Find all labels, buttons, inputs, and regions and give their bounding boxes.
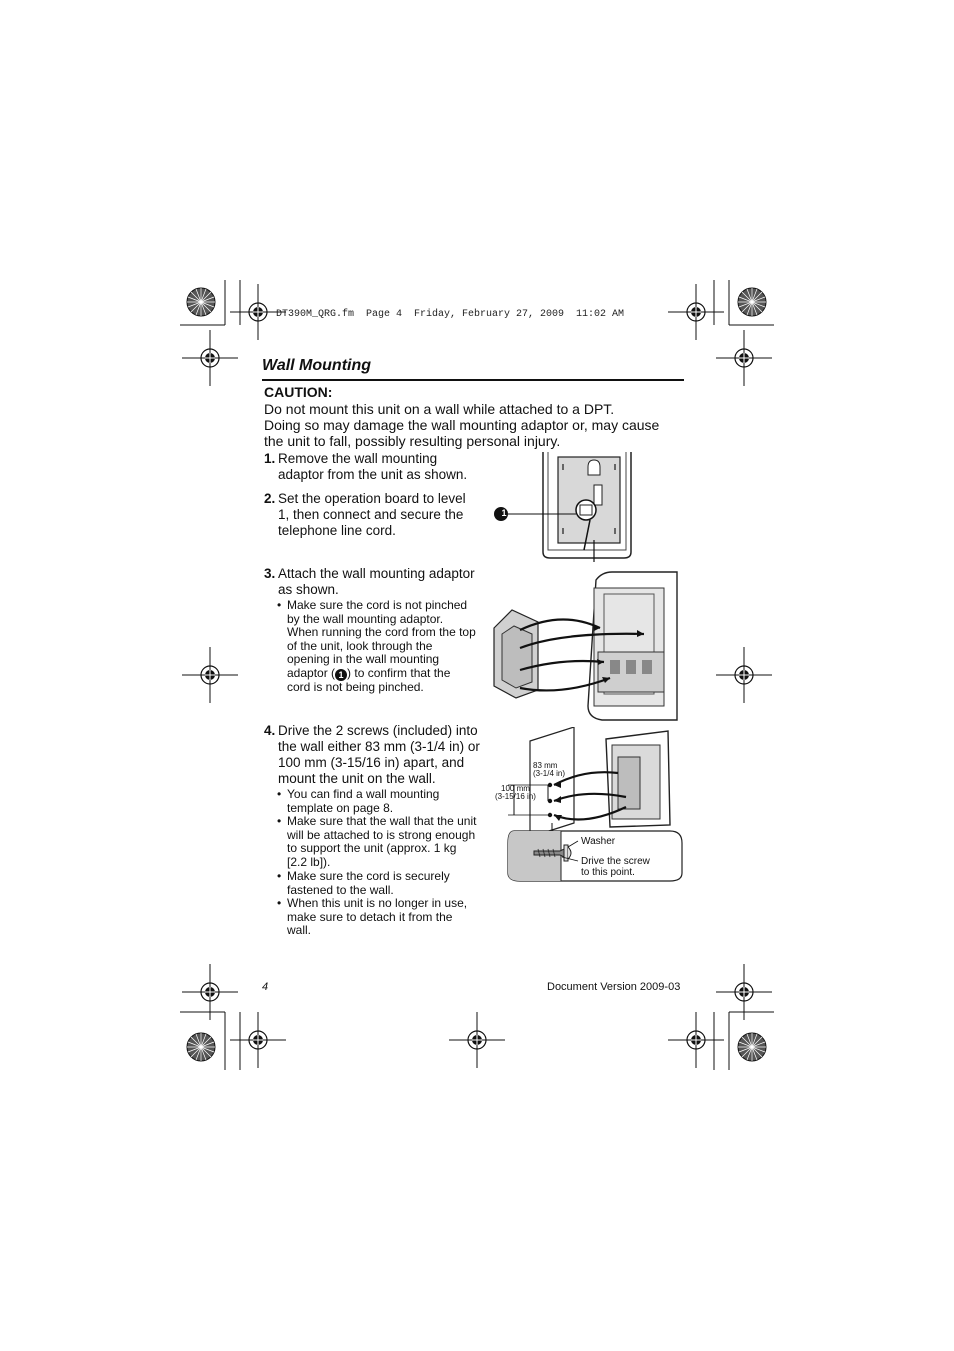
dim-100-label: 100 mm xyxy=(501,784,530,793)
dim-83-inch-label: (3-1/4 in) xyxy=(533,769,566,778)
document-version: Document Version 2009-03 xyxy=(547,981,681,993)
drive-screw-label: Drive the screw to this point. xyxy=(581,856,650,878)
adaptor-attach-figure xyxy=(492,570,682,722)
dim-83-label: 83 mm xyxy=(533,761,558,770)
file-header: DT390M_QRG.fm Page 4 Friday, February 27, 2009 11:02 AM xyxy=(276,309,625,320)
dim-100-inch-label: (3-15/16 in) xyxy=(495,792,536,801)
step-2: 2. Set the operation board to level 1, then connect and secure the telephone line cord. xyxy=(264,491,466,538)
page-title: Wall Mounting xyxy=(262,357,372,374)
title-rule xyxy=(262,379,684,381)
page-number: 4 xyxy=(262,981,269,993)
figure-1-callout-label: 1 xyxy=(501,508,507,518)
caution-heading: CAUTION: xyxy=(264,384,333,400)
caution-text: Do not mount this unit on a wall while attached to a DPT. Doing so may damage the wall mounting adaptor or, may cause the unit to fall, possibly resulting personal injury. xyxy=(264,401,660,449)
step-1: 1. Remove the wall mounting adaptor from the unit as shown. xyxy=(264,451,468,482)
step-3: 3. Attach the wall mounting adaptor as shown. xyxy=(264,566,475,597)
step-4: 4. Drive the 2 screws (included) into the wall either 83 mm (3-1/4 in) or 100 mm (3-15/16 in) apart, and mount the unit on the wall. xyxy=(264,723,480,786)
callout-1-icon: 1 xyxy=(335,669,347,681)
adaptor-removal-figure xyxy=(490,452,640,564)
washer-label: Washer xyxy=(581,836,616,847)
